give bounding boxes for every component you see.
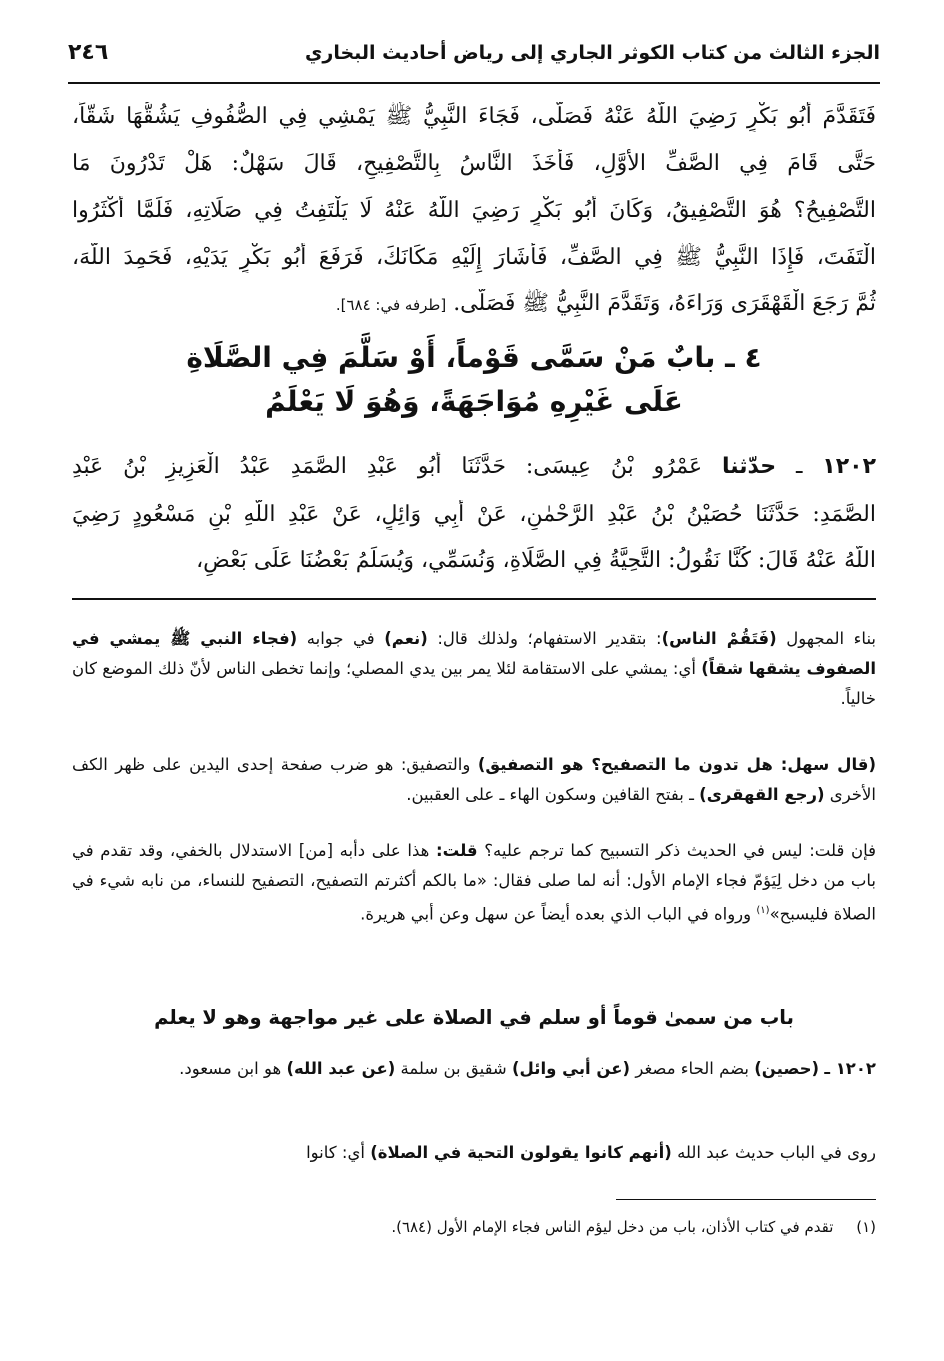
cross-reference: [طرفه في: ٦٨٤]. [335, 296, 447, 314]
text: ورواه في الباب الذي بعده أيضاً عن سهل وعن أبي هريرة. [360, 904, 752, 924]
main-text-last-line [72, 289, 876, 320]
bold-text: (فجاء النبي ﷺ يمشي في الصفوف يشقها شقاً) [72, 629, 877, 678]
text: : بتقدير الاستفهام؛ ولذلك قال: [437, 629, 662, 648]
running-title: الجزء الثالث من كتاب الكوثر الجاري إلى رياض أحاديث البخاري [304, 42, 880, 64]
hadith-line: اللَّهُ عَنْهُ قَالَ: كُنَّا نَقُولُ: التَّحِيَّةُ فِي الصَّلَاةِ، وَنُسَمِّي، وَيُسَلِّمُ بَعْضُنَا عَلَى بَعْضٍ، [196, 548, 876, 573]
hadith-lead: حدّثنا [722, 454, 777, 479]
text: ـ بفتح القافين وسكون الهاء ـ على العقبين. [406, 785, 694, 804]
text: أي: كانوا [306, 1143, 365, 1162]
text: فإن قلت: ليس في الحديث ذكر التسبيح كما ترجم عليه؟ [484, 841, 877, 860]
bold-text: (نعم) [384, 629, 428, 648]
text: شقيق بن سلمة [400, 1059, 507, 1078]
main-text-line: فَتَقَدَّمَ أَبُو بَكْرٍ رَضِيَ اللَّهُ عَنْهُ فَصَلَّى، فَجَاءَ النَّبِيُّ ﷺ يَمْشِي فِي الصُّفُوفِ يَشُقُّهَا شَقّاً، [72, 104, 876, 129]
main-text-line: ثُمَّ رَجَعَ الْقَهْقَرَى وَرَاءَهُ، وَتَقَدَّمَ النَّبِيُّ ﷺ فَصَلَّى. [453, 291, 876, 316]
footnote-text: تقدم في كتاب الأذان، باب من دخل ليؤم الناس فجاء الإمام الأول (٦٨٤). [391, 1218, 834, 1236]
footnote-rule [616, 1199, 876, 1200]
footnote [72, 1218, 876, 1236]
footnote-reference[interactable]: (١) [756, 905, 770, 916]
text: هو ابن مسعود. [179, 1059, 282, 1078]
main-text-line: الْتَفَتَ، فَإِذَا النَّبِيُّ ﷺ فِي الصَّفِّ، فَأَشَارَ إِلَيْهِ مَكَانَكَ، فَرَفَعَ أَبُو بَكْرٍ يَدَيْهِ، فَحَمِدَ اللَّهَ، [72, 245, 876, 270]
commentary-chapter-heading: باب من سمىٰ قوماً أو سلم في الصلاة على غير مواجهة وهو لا يعلم [154, 1006, 794, 1029]
page-number: ٢٤٦ [68, 40, 109, 65]
chapter-title-line2: عَلَى غَيْرِهِ مُوَاجَهَةً، وَهُوَ لَا يَعْلَمُ [265, 385, 683, 418]
chapter-title-line1: ٤ ـ بابٌ مَنْ سَمَّى قَوْماً، أَوْ سَلَّمَ فِي الصَّلَاةِ [186, 341, 762, 374]
bold-text: (عن أبي وائل) [512, 1059, 631, 1078]
footnote-marker: (١) [856, 1218, 876, 1236]
text: بضم الحاء مصغر [635, 1059, 749, 1078]
text: هذا على دأبه [من] الاستدلال بالخفي، وقد تقدم في باب من دخل لِيَؤمّ فجاء الإمام الأول: أنه لما صلى فقال: «ما بالكم أكثرتم التصفيح، التصفيح للنساء، من نابه شيء في الصلاة فليسبح» [72, 841, 876, 924]
commentary-paragraph [72, 1054, 876, 1084]
main-text-line: التَّصْفِيحُ؟ هُوَ التَّصْفِيقُ، وَكَانَ أَبُو بَكْرٍ رَضِيَ اللَّهُ عَنْهُ لَا يَلْتَفِتُ فِي صَلَاتِهِ، فَلَمَّا أَكْثَرُوا [72, 198, 876, 223]
text: والتصفيق: هو ضرب صفحة إحدى اليدين على ظهر الكف الأخرى [72, 755, 876, 804]
text: أي: يمشي على الاستقامة لئلا يمر بين يدي المصلي؛ وإنما تخطى الناس لأنّ ذلك الموضع كان خالياً. [72, 659, 876, 708]
hadith-number: ١٢٠٢ ـ [824, 1059, 876, 1078]
bold-text: (حصين) [754, 1059, 820, 1078]
bold-text: (قال سهل: هل تدون ما التصفيح؟ هو التصفيق) [477, 755, 877, 774]
bold-text: (فَتَقُمْ الناس) [661, 629, 777, 648]
text: بناء المجهول [786, 629, 877, 648]
commentary-paragraph [72, 1138, 876, 1168]
main-text-line: حَتَّى قَامَ فِي الصَّفِّ الأَوَّلِ، فَأَخَذَ النَّاسُ بِالتَّصْفِيحِ، قَالَ سَهْلٌ: هَلْ تَدْرُونَ مَا [72, 151, 876, 176]
text: في جوابه [306, 629, 375, 648]
header-rule [68, 82, 880, 84]
hadith-number: ١٢٠٢ [822, 454, 876, 479]
bold-text: (رجع القهقرى) [699, 785, 825, 804]
commentary-paragraph [72, 750, 876, 810]
commentary-paragraph [72, 624, 876, 714]
bold-text: (أنهم كانوا يقولون التحية في الصلاة) [370, 1143, 672, 1162]
hadith-line: الصَّمَدِ: حَدَّثَنَا حُصَيْنُ بْنُ عَبْدِ الرَّحْمٰنِ، عَنْ أَبِي وَائِلٍ، عَنْ عَبْدِ اللَّهِ بْنِ مَسْعُودٍ رَضِيَ [72, 502, 876, 527]
text: روى في الباب حديث عبد الله [677, 1143, 876, 1162]
hadith-text: عَمْرُو بْنُ عِيسَى: حَدَّثَنَا أَبُو عَبْدِ الصَّمَدِ عَبْدُ الْعَزِيزِ بْنُ عَبْدِ [72, 454, 703, 479]
running-header [68, 38, 880, 78]
commentary-paragraph [72, 836, 876, 930]
bold-text: قلت: [436, 841, 478, 860]
hadith-line: ١٢٠٢ ـ حدّثنا عَمْرُو بْنُ عِيسَى: حَدَّثَنَا أَبُو عَبْدِ الصَّمَدِ عَبْدُ الْعَزِيزِ بْنُ عَبْدِ [72, 454, 876, 479]
bold-text: (عن عبد الله) [286, 1059, 396, 1078]
commentary-separator [72, 598, 876, 600]
